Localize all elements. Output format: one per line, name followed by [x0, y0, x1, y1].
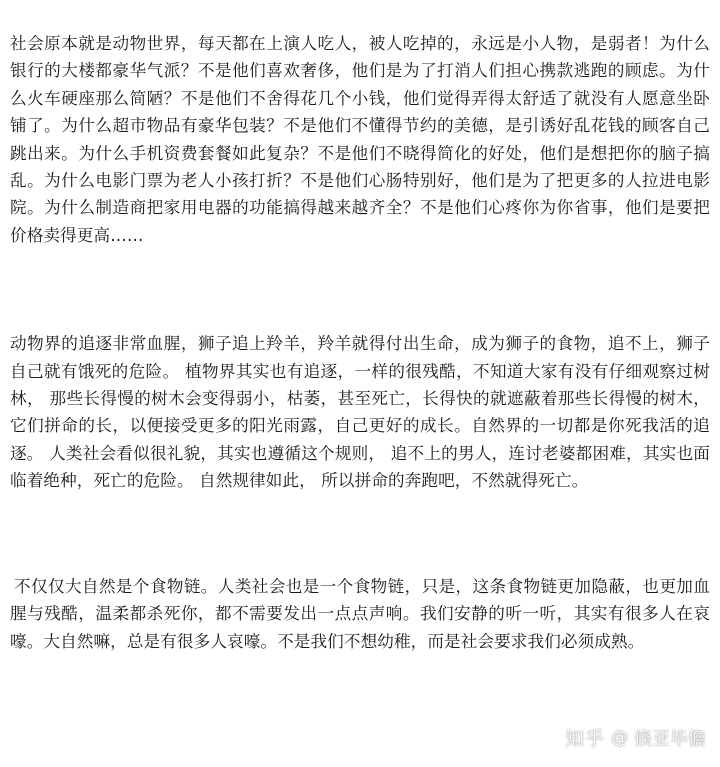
article-body	[10, 30, 710, 655]
watermark-at-symbol: @	[611, 727, 628, 748]
zhihu-watermark	[565, 724, 706, 751]
paragraph-1: 社会原本就是动物世界，每天都在上演人吃人，被人吃掉的，永远是小人物，是弱者！为什么银行的大楼都豪华气派？不是他们喜欢奢侈，他们是为了打消人们担心携款逃跑的顾虑。为什么火车硬座那么简陋？不是他们不舍得花几个小钱，他们觉得弄得太舒适了就没有人愿意坐卧铺了。为什么超市物品有豪华包装？不是他们不懂得节约的美德，是引诱好乱花钱的顾客自己跳出来。为什么手机资费套餐如此复杂？不是他们不晓得简化的好处，他们是想把你的脑子搞乱。为什么电影门票为老人小孩打折？不是他们心肠特别好，他们是为了把更多的人拉进电影院。为什么制造商把家用电器的功能搞得越来越齐全？不是他们心疼你为你省事，他们是要把价格卖得更高……	[10, 34, 710, 245]
paragraph-2: 动物界的追逐非常血腥，狮子追上羚羊，羚羊就得付出生命，成为狮子的食物，追不上，狮子自己就有饿死的危险。 植物界其实也有追逐，一样的很残酷，不知道大家有没有仔细观察过树林， 那些长得慢的树木会变得弱小，枯萎，甚至死亡，长得快的就遮蔽着那些长得慢的树木，它们拼命的长，以便接受更多的阳光雨露，自己更好的成长。自然界的一切都是你死我活的追逐。 人类社会看似很礼貌，其实也遵循这个规则， 追不上的男人，连讨老婆都困难，其实也面临着绝种，死亡的危险。 自然规律如此， 所以拼命的奔跑吧，不然就得死亡。	[10, 334, 710, 491]
paragraph-3: 不仅仅大自然是个食物链。人类社会也是一个食物链，只是，这条食物链更加隐蔽，也更加血腥与残酷，温柔都杀死你，都不需要发出一点点声响。我们安静的听一听，其实有很多人在哀嚎。大自然嘛，总是有很多人哀嚎。不是我们不想幼稚，而是社会要求我们必须成熟。	[10, 576, 710, 651]
watermark-brand: 知乎	[564, 728, 605, 750]
watermark-author: 倏亚毕儋	[634, 728, 706, 750]
